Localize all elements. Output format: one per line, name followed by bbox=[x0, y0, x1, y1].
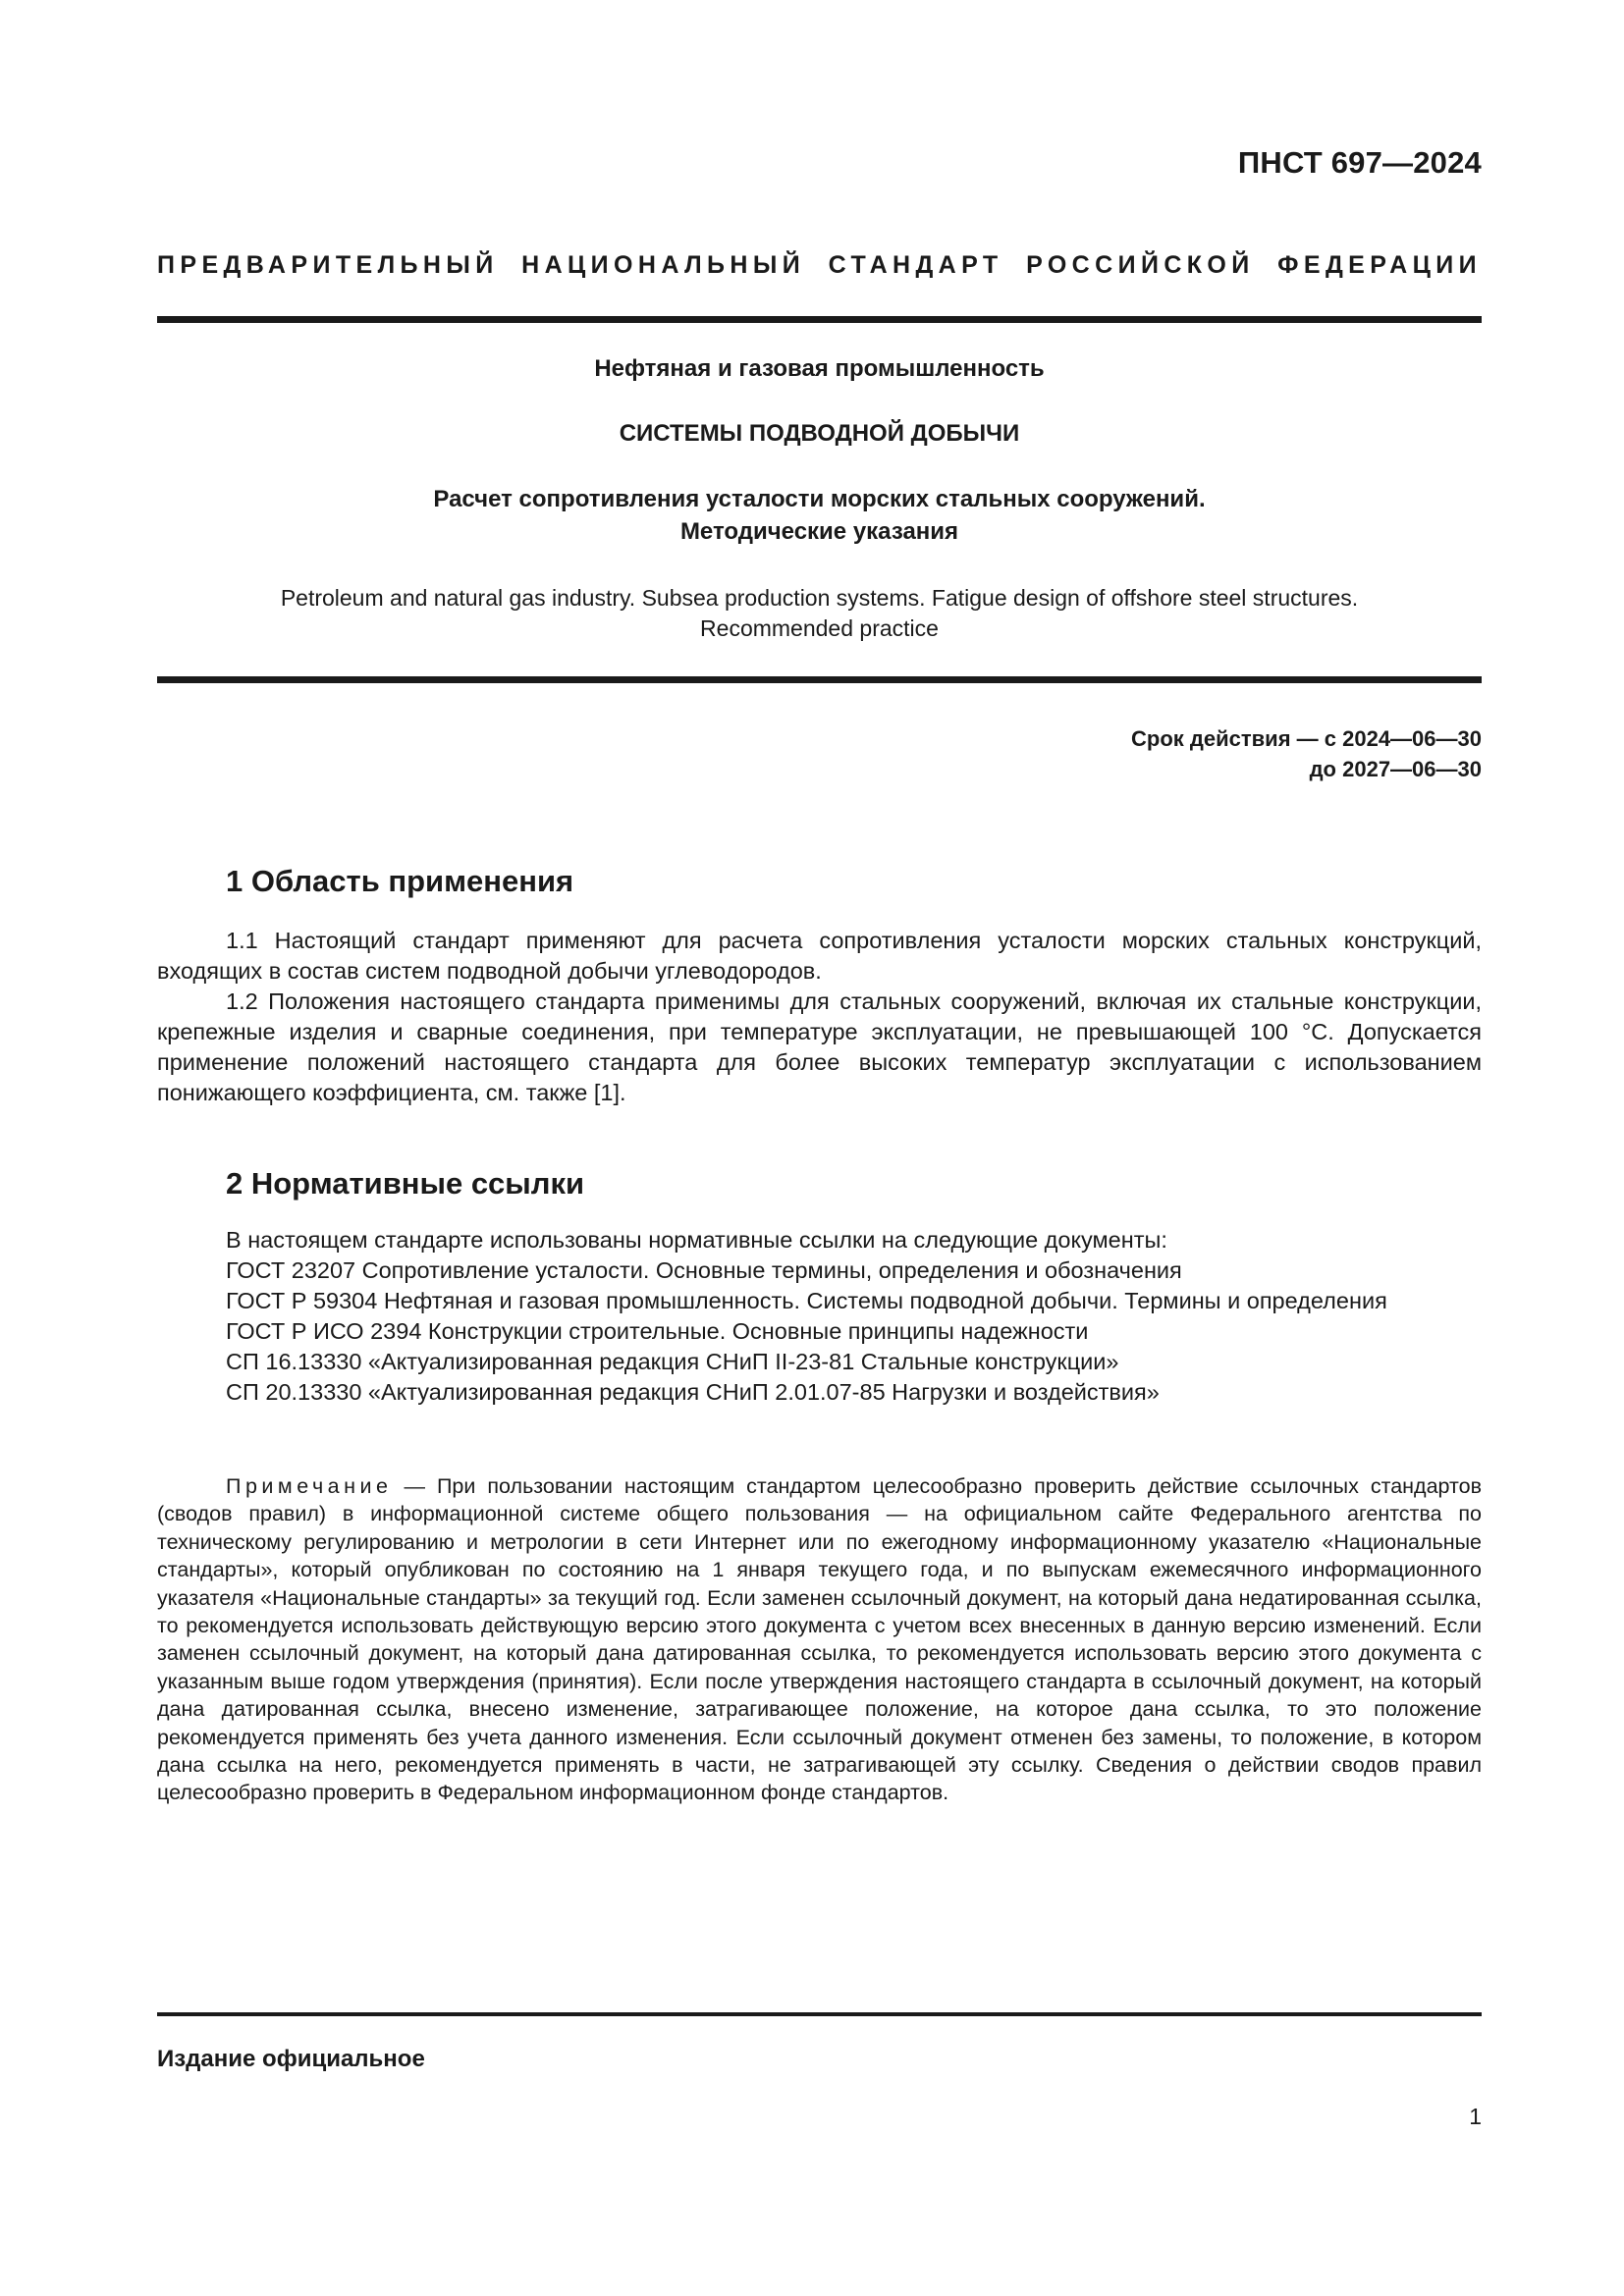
validity-start: Срок действия — с 2024—06—30 bbox=[1131, 726, 1482, 751]
title-divider bbox=[157, 676, 1482, 683]
subtitle-line-2: Методические указания bbox=[679, 518, 959, 545]
industry-title: Нефтяная и газовая промышленность bbox=[594, 355, 1045, 382]
validity-end: до 2027—06—30 bbox=[1309, 757, 1482, 781]
edition-label: Издание официальное bbox=[157, 2046, 425, 2072]
document-subtitle bbox=[157, 483, 1482, 548]
note-text: — При пользовании настоящим стандартом целесообразно проверить действие ссылочных стандартов (сводов правил) в информационной системе общего пользования — на официальном сайте Федерального агентства по техническому регулированию и метрологии в сети Интернет или по ежегодному информационному указателю «Национальные стандарты», который опубликован по состоянию на 1 января текущего года, и по выпускам ежемесячного информационного указателя «Национальные стандарты» за текущий год. Если заменен ссылочный документ, на который дана недатированная ссылка, то рекомендуется использовать действующую версию этого документа с учетом всех внесенных в данную версию изменений. Если заменен ссылочный документ, на который дана датированная ссылка, то рекомендуется использовать версию этого документа с указанным выше годом утверждения (принятия). Если после утверждения настоящего стандарта в ссылочный документ, на который дана датированная ссылка, внесено изменение, затрагивающее положение, на которое дана ссылка, то это положение рекомендуется применять без учета данного изменения. Если ссылочный документ отменен без замены, то положение, в котором дана ссылка на него, рекомендуется применять в части, не затрагивающей эту ссылку. Сведения о действии сводов правил целесообразно проверить в Федеральном информационном фонде стандартов. bbox=[157, 1474, 1482, 1805]
english-title-line-2: Recommended practice bbox=[700, 615, 939, 641]
subtitle-line-1: Расчет сопротивления усталости морских стальных сооружений. bbox=[433, 486, 1206, 512]
reference-item: ГОСТ Р 59304 Нефтяная и газовая промышленность. Системы подводной добычи. Термины и определения bbox=[226, 1288, 1387, 1313]
paragraph-1-2: 1.2 Положения настоящего стандарта применимы для стальных сооружений, включая их стальные конструкции, крепежные изделия и сварные соединения, при температуре эксплуатации, не превышающей 100 °С. Допускается применение положений настоящего стандарта для более высоких температур эксплуатации с использованием понижающего коэффициента, см. также [1]. bbox=[157, 988, 1482, 1105]
document-number: ПНСТ 697—2024 bbox=[1237, 145, 1482, 180]
validity-period bbox=[1131, 723, 1482, 784]
section-2-title: 2 Нормативные ссылки bbox=[226, 1166, 585, 1201]
section-2-body bbox=[157, 1225, 1482, 1408]
system-title: СИСТЕМЫ ПОДВОДНОЙ ДОБЫЧИ bbox=[619, 420, 1020, 447]
section-1-title: 1 Область применения bbox=[226, 864, 574, 898]
note-label: Примечание bbox=[226, 1474, 393, 1498]
reference-item: ГОСТ 23207 Сопротивление усталости. Основные термины, определения и обозначения bbox=[226, 1257, 1182, 1283]
references-note bbox=[157, 1472, 1482, 1807]
standard-type-heading: ПРЕДВАРИТЕЛЬНЫЙ НАЦИОНАЛЬНЫЙ СТАНДАРТ РОССИЙСКОЙ ФЕДЕРАЦИИ bbox=[157, 251, 1482, 279]
reference-item: СП 20.13330 «Актуализированная редакция СНиП 2.01.07-85 Нагрузки и воздействия» bbox=[226, 1379, 1160, 1405]
references-intro: В настоящем стандарте использованы нормативные ссылки на следующие документы: bbox=[226, 1227, 1167, 1253]
page-number: 1 bbox=[1469, 2104, 1482, 2129]
top-divider bbox=[157, 316, 1482, 323]
english-title bbox=[157, 583, 1482, 644]
reference-item: СП 16.13330 «Актуализированная редакция СНиП II-23-81 Стальные конструкции» bbox=[226, 1349, 1119, 1374]
footer-divider bbox=[157, 2012, 1482, 2016]
paragraph-1-1: 1.1 Настоящий стандарт применяют для расчета сопротивления усталости морских стальных конструкций, входящих в состав систем подводной добычи углеводородов. bbox=[157, 928, 1482, 984]
section-1-body bbox=[157, 926, 1482, 1108]
reference-item: ГОСТ Р ИСО 2394 Конструкции строительные. Основные принципы надежности bbox=[226, 1318, 1089, 1344]
english-title-line-1: Petroleum and natural gas industry. Subsea production systems. Fatigue design of offshore steel structures. bbox=[280, 585, 1359, 611]
